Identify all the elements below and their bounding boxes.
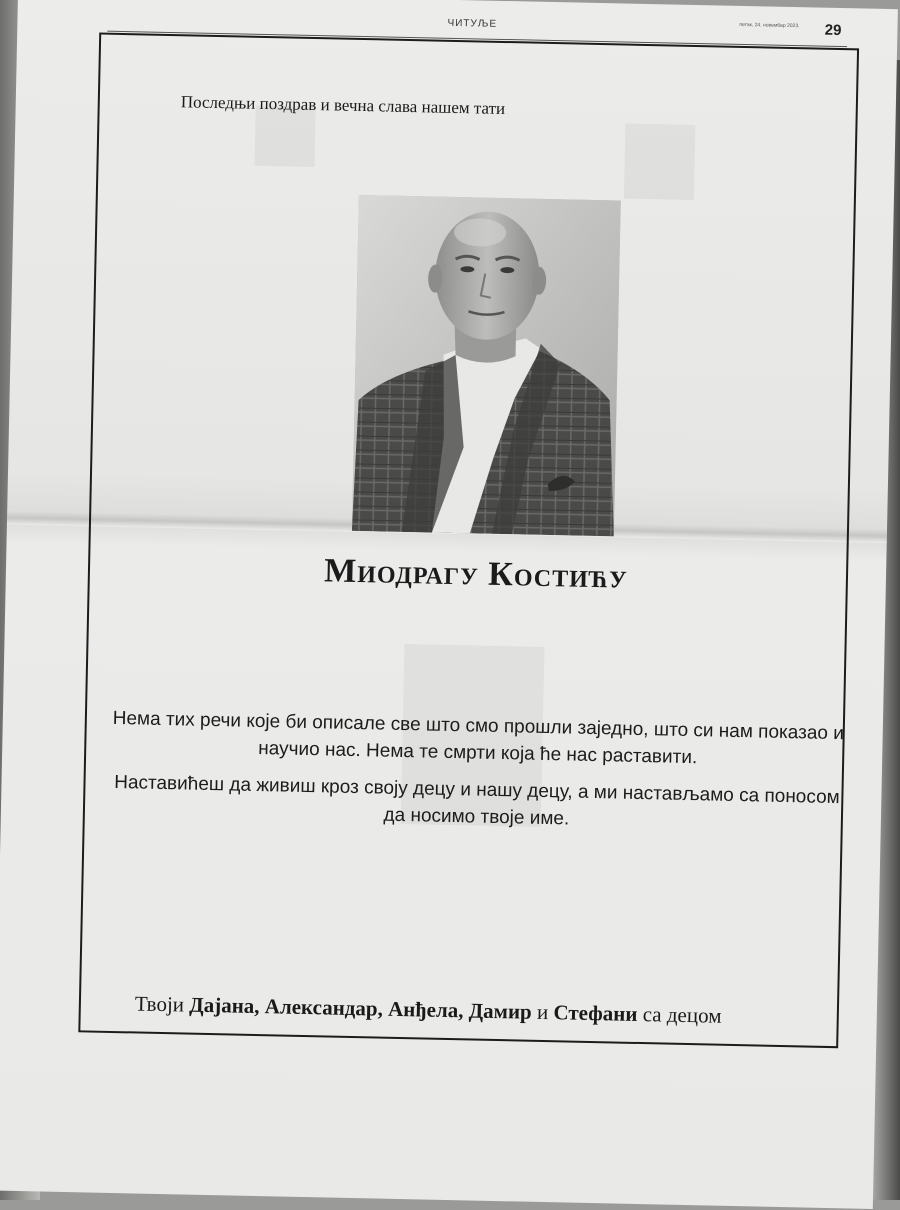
- signature-name-last: Стефани: [553, 1000, 638, 1026]
- verse-paragraph-1: Нема тих речи које би описале све што смо прошли заједно, што си нам показао и научио нас. Нема те смрти која ће нас раставити.: [112, 707, 845, 769]
- obituary-intro: Последњи поздрав и вечна слава нашем тати: [180, 92, 506, 119]
- signature-lead: Твоји: [134, 991, 185, 1017]
- section-title: ЧИТУЉЕ: [447, 17, 498, 30]
- signature-tail: са децом: [642, 1002, 722, 1028]
- issue-date: петак, 24. новембар 2023.: [739, 21, 800, 30]
- page-number: 29: [824, 21, 842, 40]
- obituary-frame: [78, 32, 859, 1048]
- signature-conjunction: и: [536, 999, 549, 1025]
- signature-names: Дајана, Александар, Анђела, Дамир: [189, 992, 533, 1024]
- memorial-verse: [108, 705, 846, 848]
- verse-paragraph-2: Наставићеш да живиш кроз своју децу и нашу децу, а ми настављамо са поносом да носимо твоје име.: [113, 771, 840, 830]
- portrait-photo: [352, 195, 621, 536]
- portrait-illustration: [352, 195, 621, 536]
- deceased-name: Миодрагу Костићу: [323, 552, 629, 596]
